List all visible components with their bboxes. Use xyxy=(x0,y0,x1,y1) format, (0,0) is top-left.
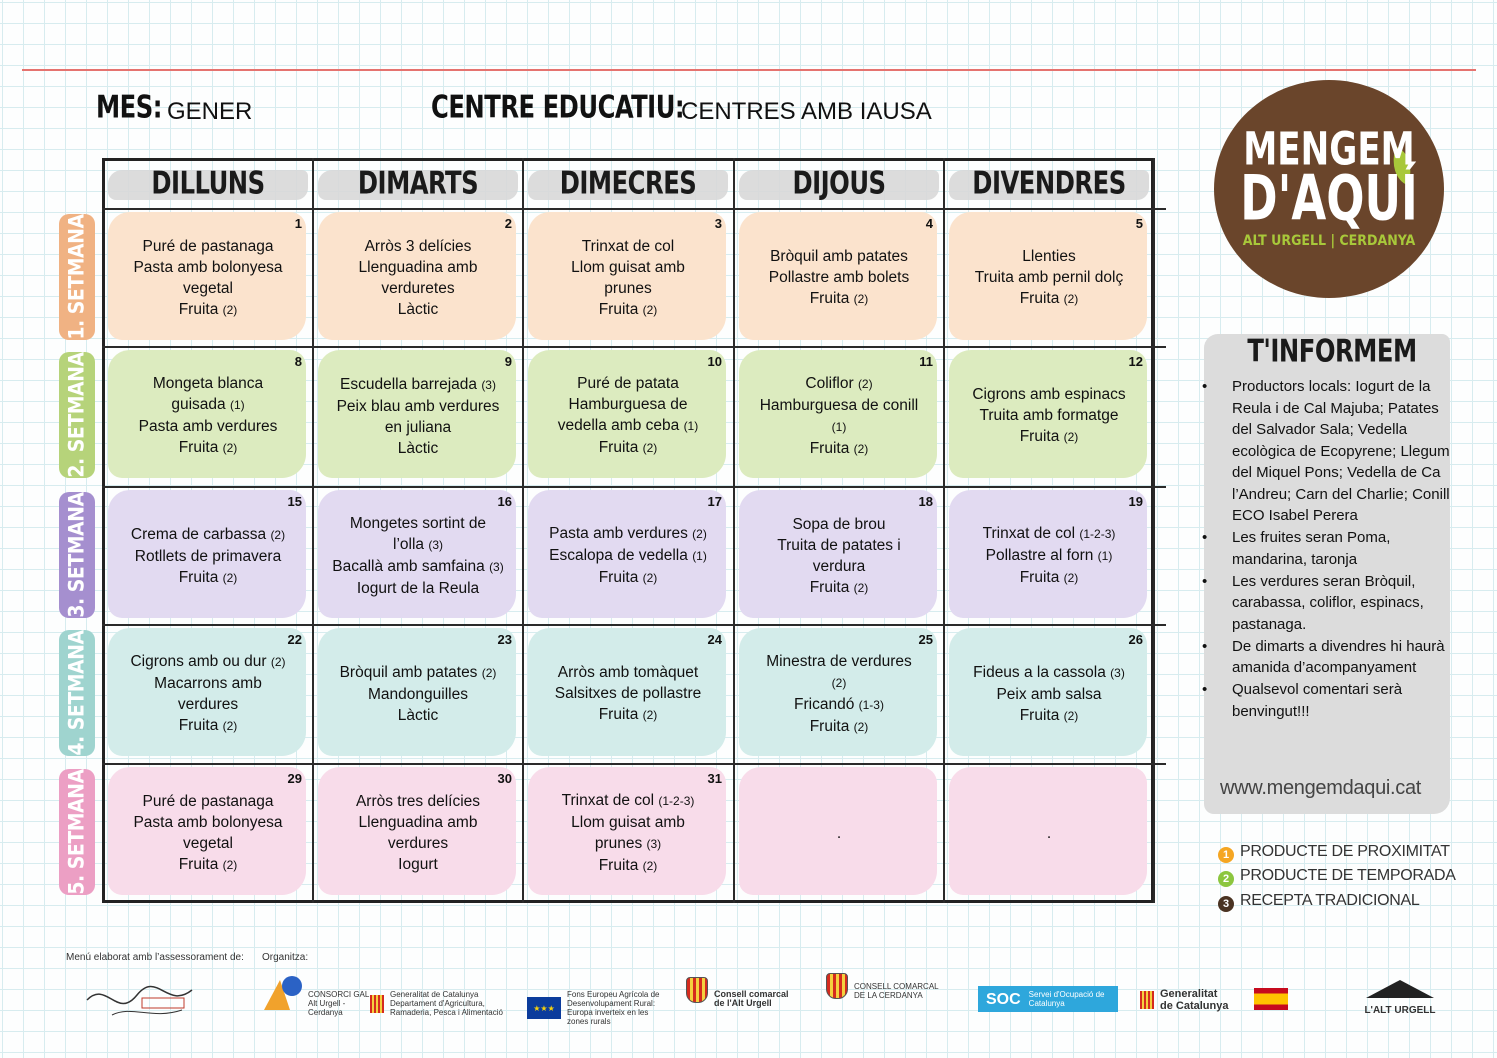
menu-cell xyxy=(524,488,732,624)
day-label: DIMECRES xyxy=(559,165,697,201)
month-value: GENER xyxy=(167,98,253,125)
dish-line: . xyxy=(1046,824,1052,842)
dish-line: Fruita (2) xyxy=(598,569,658,586)
mountain-icon xyxy=(1360,976,1440,1006)
legend-dot-3: 3 xyxy=(1218,896,1234,912)
dish-line: Fruita (2) xyxy=(178,568,238,586)
cc-alturgell-logo xyxy=(686,972,796,1008)
day-number: 22 xyxy=(287,632,302,647)
info-list xyxy=(1200,376,1462,723)
dish-list xyxy=(745,488,933,624)
dish-line: vedella amb ceba (1) xyxy=(557,417,699,434)
dish-list xyxy=(114,210,302,346)
dish-line: Trinxat de col (1-2-3) xyxy=(561,791,695,809)
menu-cell xyxy=(524,210,732,346)
dish-list xyxy=(324,488,512,624)
day-number: 10 xyxy=(707,354,722,369)
dish-line: Escudella barrejada (3) xyxy=(340,375,496,393)
dish-line: Crema de carbassa (2) xyxy=(130,525,286,543)
menu-cell xyxy=(104,765,312,901)
legend-tradicional xyxy=(1218,892,1420,912)
dish-line: Llenties xyxy=(1022,248,1076,265)
legend-dot-1: 1 xyxy=(1218,847,1234,863)
cc-alturgell-text: Consell comarcal de l'Alt Urgell xyxy=(714,989,789,1008)
menu-cell xyxy=(735,765,943,901)
day-number: 23 xyxy=(497,632,512,647)
dish-line: Fruita (2) xyxy=(1019,569,1079,586)
dish-list xyxy=(955,765,1143,901)
dish-line: Bròquil amb patates xyxy=(770,248,908,265)
logo-line-2: D'AQUÍ xyxy=(1240,161,1418,235)
dish-list xyxy=(114,765,302,901)
shield-icon xyxy=(686,977,708,1003)
dish-list xyxy=(534,765,722,901)
week-tab xyxy=(59,214,95,340)
catalan-flag-icon xyxy=(1140,991,1154,1009)
day-label: DIVENDRES xyxy=(972,165,1126,201)
generalitat-dep-logo xyxy=(370,990,508,1017)
dish-line: Arròs 3 delícies xyxy=(364,238,472,255)
soc-text: SOC xyxy=(986,990,1021,1008)
day-number: 9 xyxy=(504,354,512,369)
dish-line: Pasta amb bolonyesa xyxy=(133,813,283,831)
grid-vline xyxy=(1153,158,1155,903)
dish-line: Bacallà amb samfaina (3) xyxy=(332,558,504,575)
dish-line: Puré de patata xyxy=(577,375,679,392)
dish-list xyxy=(534,348,722,484)
legend-temporada xyxy=(1218,867,1456,887)
mengem-daqui-logo xyxy=(1214,80,1444,298)
dish-list xyxy=(114,348,302,484)
info-item: • Productors locals: Iogurt de la Reula i de Cal Majuba; Patates del Salvador Sala; Vedella ecològica de Ecopyrene; Llegum del Miquel Pons; Vedella de Ca l’Andreu; Carn del Charlie; Conill ECO Isabel Perera xyxy=(1200,376,1462,527)
dish-line: Peix amb salsa xyxy=(996,685,1102,703)
dish-line: Làctic xyxy=(397,439,439,457)
menu-cell xyxy=(104,348,312,484)
week-label: 4. SETMANA xyxy=(65,630,90,756)
dish-line: Fruita (2) xyxy=(598,706,658,723)
day-number: 3 xyxy=(714,216,722,231)
day-label: DIJOUS xyxy=(792,165,886,201)
dish-list xyxy=(745,765,933,901)
dish-line: Coliflor (2) xyxy=(805,374,873,392)
dish-line: Rotllets de primavera xyxy=(134,547,282,565)
day-number: 17 xyxy=(707,494,722,509)
dish-line: Fruita (2) xyxy=(598,439,658,456)
day-number: 11 xyxy=(919,354,933,369)
dish-line: Minestra de verdures xyxy=(766,652,912,670)
alturgell-text: L'ALT URGELL xyxy=(1364,1005,1436,1016)
dish-line: Iogurt de la Reula xyxy=(356,580,480,597)
dish-line: Fruita (2) xyxy=(1019,428,1079,445)
dish-line: Làctic xyxy=(397,707,439,724)
legend-label: PRODUCTE DE PROXIMITAT xyxy=(1240,843,1450,860)
day-header xyxy=(314,160,522,206)
alturgell-logo xyxy=(1360,976,1440,1015)
dish-line: Fruita (2) xyxy=(178,717,238,734)
week-tab xyxy=(59,630,95,756)
dish-line: Fruita (2) xyxy=(598,856,658,874)
dish-line: guisada (1) xyxy=(171,396,245,413)
dish-list xyxy=(955,348,1143,484)
dish-line: Fricandó (1-3) xyxy=(794,695,884,713)
dish-line: Mongeta blanca xyxy=(152,375,264,392)
info-title: T'INFORMEM xyxy=(1247,333,1417,370)
dish-line: prunes xyxy=(604,279,652,297)
menu-cell xyxy=(314,765,522,901)
info-item: • Les fruites seran Poma, mandarina, taronja xyxy=(1200,527,1462,570)
menu-cell xyxy=(104,626,312,762)
dish-list xyxy=(955,626,1143,762)
day-number: 24 xyxy=(707,632,722,647)
generalitat-dep-text: Generalitat de Catalunya Departament d'Agricultura, Ramaderia, Pesca i Alimentació xyxy=(390,990,503,1017)
signature-icon xyxy=(82,970,202,1026)
day-number: 12 xyxy=(1128,354,1143,369)
menu-cell xyxy=(735,210,943,346)
menu-cell xyxy=(945,348,1153,484)
generalitat-text: Generalitat de Catalunya xyxy=(1160,988,1229,1012)
dish-line: Pollastre amb bolets xyxy=(768,269,910,286)
dish-list xyxy=(534,488,722,624)
dish-line: Fruita (2) xyxy=(178,439,238,456)
dish-line: l’olla (3) xyxy=(393,536,443,553)
consorci-icon xyxy=(262,972,302,1012)
dish-list xyxy=(324,626,512,762)
dish-line: Pasta amb verdures (2) xyxy=(549,525,707,542)
top-rule xyxy=(22,69,1476,71)
feader-logo xyxy=(527,990,667,1026)
menu-cell xyxy=(945,626,1153,762)
menu-cell xyxy=(314,626,522,762)
dish-line: Mandonguilles xyxy=(368,686,468,703)
dish-line: Llenguadina amb xyxy=(358,259,478,276)
dish-line: (2) xyxy=(831,675,847,690)
day-header xyxy=(104,160,312,206)
dish-line: Puré de pastanaga xyxy=(142,237,274,255)
consorci-gal-logo xyxy=(262,966,370,1017)
dish-line: Trinxat de col (1-2-3) xyxy=(982,525,1116,542)
menu-cell xyxy=(314,348,522,484)
menu-cell xyxy=(735,488,943,624)
cc-cerdanya-text: CONSELL COMARCAL DE LA CERDANYA xyxy=(854,982,939,1000)
logo-line-3: ALT URGELL | CERDANYA xyxy=(1242,233,1416,249)
day-number: 5 xyxy=(1135,216,1143,231)
day-number: 2 xyxy=(504,216,512,231)
legend-proximitat xyxy=(1218,843,1450,863)
dish-line: Cigrons amb espinacs xyxy=(972,386,1126,403)
day-number: 1 xyxy=(294,216,302,231)
week-tab xyxy=(59,352,95,478)
generalitat-logo xyxy=(1140,988,1232,1012)
menu-cell xyxy=(945,765,1153,901)
dish-line: Làctic xyxy=(397,301,439,318)
menu-cell xyxy=(104,488,312,624)
dish-list xyxy=(114,488,302,624)
dish-line: . xyxy=(836,824,842,842)
dish-line: Puré de pastanaga xyxy=(142,792,274,810)
dish-line: Pasta amb bolonyesa xyxy=(133,258,283,276)
dish-list xyxy=(324,210,512,346)
dish-line: en juliana xyxy=(384,418,452,436)
menu-cell xyxy=(945,488,1153,624)
day-header xyxy=(524,160,732,206)
legend-dot-2: 2 xyxy=(1218,871,1234,887)
menu-cell xyxy=(735,626,943,762)
dish-line: Mongetes sortint de xyxy=(349,515,487,532)
eu-flag-icon: ★★★ xyxy=(527,997,561,1019)
soc-sub-text: Servei d'Ocupació de Catalunya xyxy=(1028,990,1105,1008)
menu-cell xyxy=(314,488,522,624)
dish-line: Truita amb formatge xyxy=(979,407,1119,424)
legend-label: PRODUCTE DE TEMPORADA xyxy=(1240,867,1456,884)
dish-line: verdura xyxy=(812,557,866,575)
dish-list xyxy=(114,626,302,762)
dish-line: verduretes xyxy=(381,280,455,297)
dish-list xyxy=(745,348,933,484)
day-label: DIMARTS xyxy=(357,165,479,201)
menu-cell xyxy=(524,626,732,762)
dish-line: Peix blau amb verdures xyxy=(336,397,500,415)
spain-gov-logo xyxy=(1254,988,1288,1010)
dish-line: Bròquil amb patates (2) xyxy=(339,664,497,681)
consorci-text: CONSORCI GAL Alt Urgell - Cerdanya xyxy=(308,990,370,1017)
feader-text: Fons Europeu Agrícola de Desenvolupament Rural: Europa inverteix en les zones rurals xyxy=(567,990,660,1026)
dish-line: Pollastre al forn (1) xyxy=(985,547,1113,564)
dish-line: vegetal xyxy=(183,279,233,297)
dish-line: Fruita (2) xyxy=(1019,290,1079,307)
dish-list xyxy=(324,348,512,484)
dish-line: Truita amb pernil dolç xyxy=(974,269,1124,286)
dish-line: Salsitxes de pollastre xyxy=(554,685,702,702)
day-number: 29 xyxy=(287,771,302,786)
dish-line: Truita de patates i xyxy=(777,536,901,554)
dish-list xyxy=(955,488,1143,624)
day-number: 18 xyxy=(918,494,933,509)
dish-line: verdures xyxy=(387,835,449,852)
dish-list xyxy=(745,626,933,762)
dish-line: vegetal xyxy=(183,834,233,852)
dish-line: Escalopa de vedella (1) xyxy=(549,547,707,564)
menu-cell xyxy=(735,348,943,484)
week-label: 1. SETMANA xyxy=(65,214,90,340)
dish-line: Llom guisat amb xyxy=(571,258,685,276)
day-number: 25 xyxy=(918,632,933,647)
catalan-flag-icon xyxy=(370,995,384,1013)
dish-line: Llom guisat amb xyxy=(571,813,685,831)
dish-list xyxy=(745,210,933,346)
dish-line: Macarrons amb xyxy=(154,675,262,692)
week-tab xyxy=(59,769,95,895)
centre-value: CENTRES AMB IAUSA xyxy=(681,98,932,125)
dish-line: Pasta amb verdures xyxy=(138,418,278,435)
week-label: 5. SETMANA xyxy=(65,769,90,895)
menu-cell xyxy=(524,348,732,484)
advice-label: Menú elaborat amb l’assessorament de: xyxy=(66,952,244,963)
logo-line-1: MENGEM xyxy=(1243,122,1415,176)
menu-cell xyxy=(314,210,522,346)
menu-cell xyxy=(524,765,732,901)
day-number: 8 xyxy=(294,354,302,369)
day-number: 30 xyxy=(497,771,512,786)
dish-line: Arròs amb tomàquet xyxy=(557,664,699,681)
week-tab xyxy=(59,492,95,618)
spain-flag-icon xyxy=(1254,988,1288,1010)
day-header xyxy=(735,160,943,206)
dish-line: Sopa de brou xyxy=(792,515,886,533)
dish-line: Iogurt xyxy=(398,856,438,873)
dish-line: Fruita (2) xyxy=(598,300,658,318)
dish-list xyxy=(324,765,512,901)
dish-list xyxy=(955,210,1143,346)
menu-cell xyxy=(945,210,1153,346)
info-item: • Les verdures seran Bròquil, carabassa, coliflor, espinacs, pastanaga. xyxy=(1200,571,1462,636)
dish-line: Trinxat de col xyxy=(581,237,675,255)
website-link[interactable]: www.mengemdaqui.cat xyxy=(1220,777,1422,799)
month-label: MES: xyxy=(96,89,162,126)
week-label: 2. SETMANA xyxy=(65,352,90,478)
day-number: 19 xyxy=(1128,494,1143,509)
dish-line: Fideus a la cassola (3) xyxy=(973,663,1125,681)
dish-line: Llenguadina amb xyxy=(358,814,478,831)
dish-line: Arròs tres delícies xyxy=(355,793,481,810)
menu-cell xyxy=(104,210,312,346)
dish-line: Fruita (2) xyxy=(809,578,869,596)
info-item: • Qualsevol comentari serà benvingut!!! xyxy=(1200,679,1462,722)
dish-line: Hamburguesa de xyxy=(568,396,688,413)
dish-line: Fruita (2) xyxy=(1019,706,1079,724)
day-number: 16 xyxy=(497,494,512,509)
dish-line: (1) xyxy=(831,419,847,434)
dish-line: prunes (3) xyxy=(594,834,662,852)
day-number: 26 xyxy=(1128,632,1143,647)
day-number: 31 xyxy=(707,771,722,786)
dish-list xyxy=(534,210,722,346)
day-header xyxy=(945,160,1153,206)
dish-line: Fruita (2) xyxy=(809,717,869,735)
week-label: 3. SETMANA xyxy=(65,492,90,618)
dish-line: Fruita (2) xyxy=(809,290,869,307)
cc-cerdanya-logo xyxy=(826,972,944,1000)
centre-label: CENTRE EDUCATIU: xyxy=(431,89,685,126)
day-number: 4 xyxy=(925,216,933,231)
shield-icon xyxy=(826,973,848,999)
organitza-label: Organitza: xyxy=(262,952,309,963)
dish-line: Fruita (2) xyxy=(178,300,238,318)
dish-line: Cigrons amb ou dur (2) xyxy=(130,653,286,670)
legend-label: RECEPTA TRADICIONAL xyxy=(1240,892,1420,909)
dish-line: Fruita (2) xyxy=(178,855,238,873)
day-label: DILLUNS xyxy=(151,165,265,201)
day-number: 15 xyxy=(287,494,302,509)
dish-list xyxy=(534,626,722,762)
dish-line: verdures xyxy=(177,696,239,713)
dish-line: Fruita (2) xyxy=(809,439,869,457)
soc-logo xyxy=(978,986,1118,1012)
info-item: • De dimarts a divendres hi haurà amanida d’acompanyament xyxy=(1200,636,1462,679)
dish-line: Hamburguesa de conill xyxy=(759,396,919,414)
